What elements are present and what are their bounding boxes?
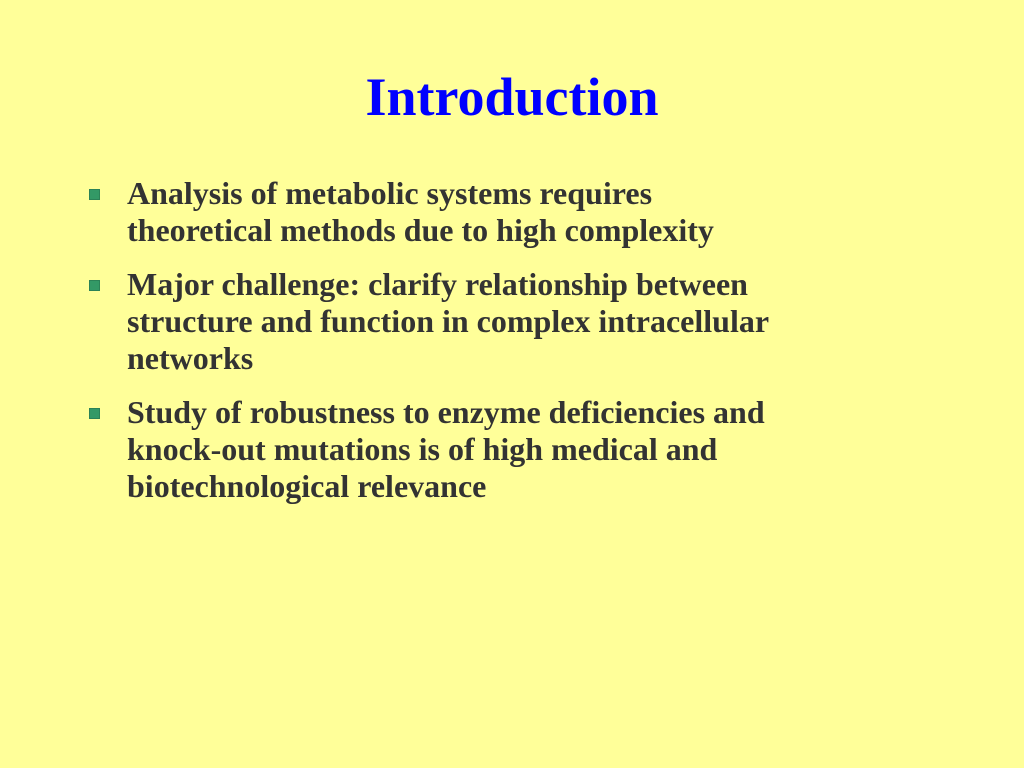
- slide-title: Introduction: [365, 67, 659, 127]
- bullet-line: Major challenge: clarify relationship between: [127, 266, 748, 302]
- square-bullet-icon: [89, 189, 100, 200]
- square-bullet-icon: [89, 280, 100, 291]
- bullet-item: [88, 266, 948, 377]
- bullet-line: networks: [127, 340, 254, 376]
- bullet-item: [88, 394, 948, 505]
- bullet-list: [88, 175, 948, 522]
- bullet-item: [88, 175, 948, 249]
- bullet-line: knock-out mutations is of high medical and: [127, 431, 718, 467]
- square-bullet-icon: [89, 408, 100, 419]
- bullet-line: Analysis of metabolic systems requires: [127, 175, 653, 211]
- bullet-line: biotechnological relevance: [127, 468, 487, 504]
- bullet-line: Study of robustness to enzyme deficiencies and: [127, 394, 765, 430]
- bullet-line: structure and function in complex intracellular: [127, 303, 770, 339]
- bullet-line: theoretical methods due to high complexity: [127, 212, 714, 248]
